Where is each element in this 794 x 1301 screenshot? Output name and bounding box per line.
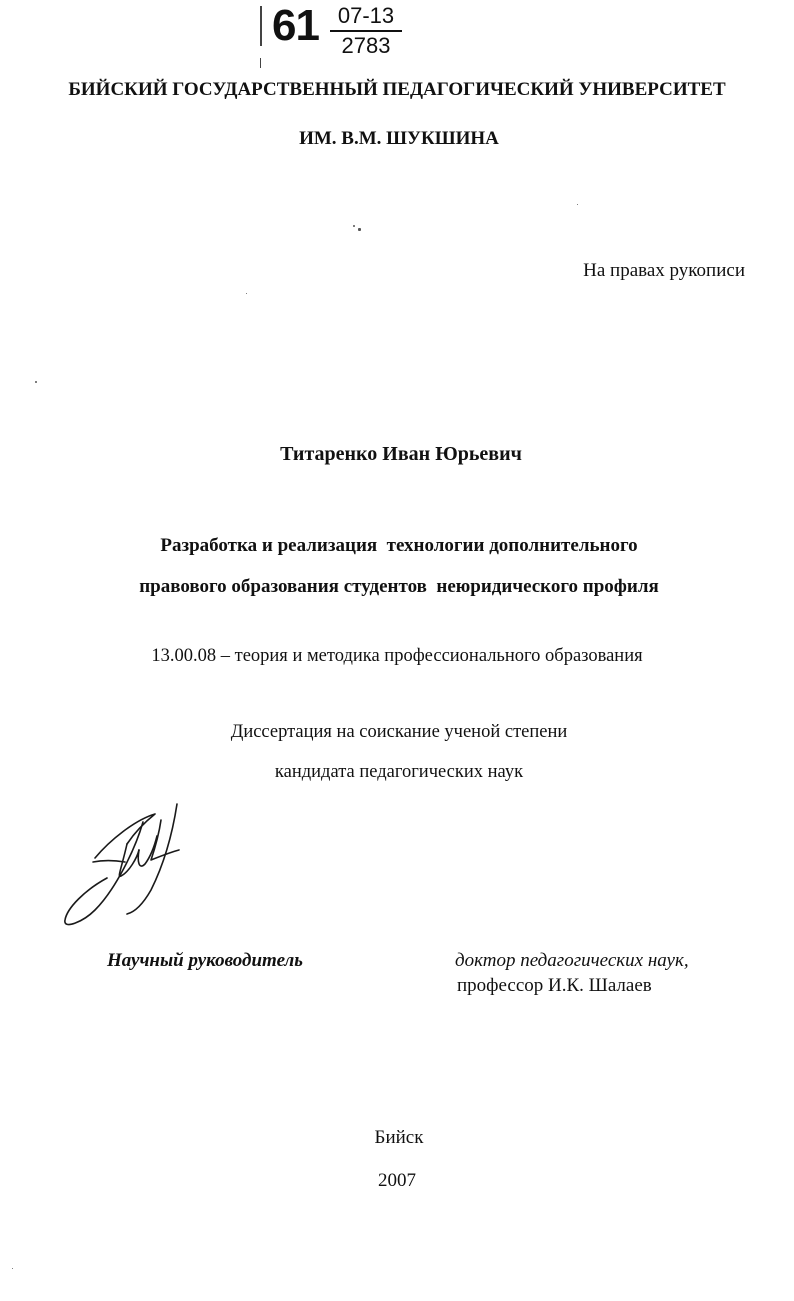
city: Бийск [374, 1127, 424, 1148]
supervisor-degree: доктор педагогических наук, [455, 950, 689, 971]
manuscript-rights: На правах рукописи [583, 260, 745, 281]
dissertation-line2: кандидата педагогических наук [274, 762, 524, 782]
university-name-line2: ИМ. В.М. ШУКШИНА [299, 128, 499, 149]
scan-speck [353, 225, 355, 227]
stamp-rule [260, 6, 262, 46]
scan-speck [12, 1268, 13, 1269]
scan-speck [577, 204, 578, 205]
thesis-title-line2: правового образования студентов неюридического профиля [139, 576, 659, 597]
scan-speck [35, 381, 37, 383]
specialty-code: 13.00.08 – теория и методика профессионального образования [151, 646, 643, 666]
thesis-title-line1: Разработка и реализация технологии дополнительного [160, 535, 638, 556]
stamp-fraction-bottom: 2783 [341, 33, 391, 58]
thesis-title [2, 525, 794, 607]
stamp-rule [260, 58, 261, 68]
year: 2007 [378, 1170, 416, 1191]
supervisor-name: профессор И.К. Шалаев [457, 975, 652, 996]
dissertation-degree [2, 712, 794, 792]
supervisor-label: Научный руководитель [107, 950, 303, 971]
scan-speck [358, 228, 361, 231]
university-name: БИЙСКИЙ ГОСУДАРСТВЕННЫЙ ПЕДАГОГИЧЕСКИЙ УНИВЕРСИТЕТ [68, 79, 726, 100]
stamp-fraction [330, 4, 402, 58]
stamp-fraction-top: 07-13 [330, 4, 402, 32]
signature-image [55, 800, 190, 935]
author-name: Титаренко Иван Юрьевич [280, 443, 522, 465]
stamp-number: 61 [272, 1, 319, 50]
dissertation-line1: Диссертация на соискание ученой степени [230, 722, 568, 742]
scan-speck [246, 293, 247, 294]
